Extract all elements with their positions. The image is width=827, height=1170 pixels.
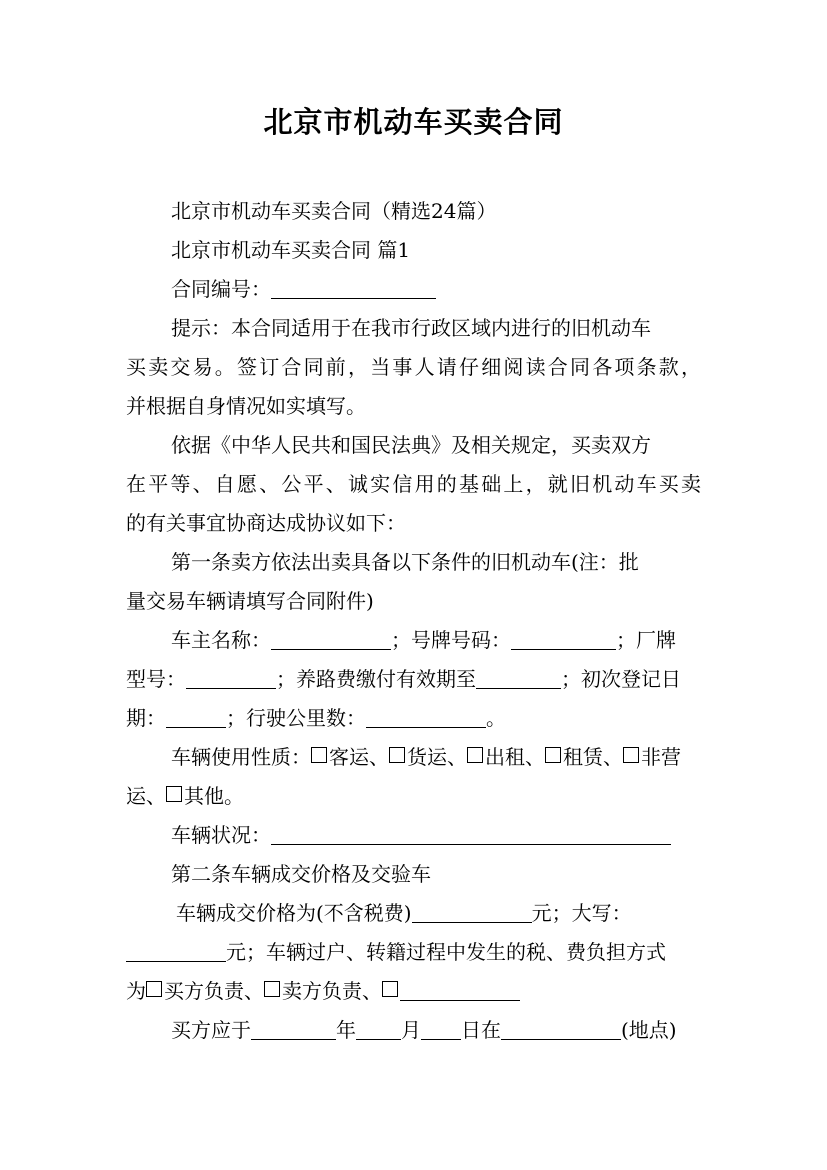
owner-name-blank[interactable] — [271, 629, 391, 650]
price-capital-blank[interactable] — [126, 941, 226, 962]
year-blank[interactable] — [251, 1019, 336, 1040]
road-fee-label: ；养路费缴付有效期至 — [276, 667, 476, 691]
condition-line — [171, 822, 671, 848]
brand-label-a: ；厂牌 — [616, 628, 676, 652]
price-capital-label: 元；大写： — [531, 901, 632, 925]
delivery-line — [171, 1017, 677, 1043]
month-label: 月 — [401, 1018, 421, 1042]
owner-line-3 — [126, 705, 506, 731]
chapter-heading: 北京市机动车买卖合同 篇1 — [171, 238, 411, 262]
basis-line-1: 依据《中华人民共和国民法典》及相关规定，买卖双方 — [171, 433, 651, 457]
usage-option-lease: 租赁、 — [563, 745, 623, 769]
owner-name-label: 车主名称： — [171, 628, 271, 652]
price-blank[interactable] — [412, 902, 532, 923]
month-blank[interactable] — [356, 1019, 401, 1040]
checkbox-lease[interactable] — [545, 747, 561, 763]
mileage-blank[interactable] — [366, 707, 486, 728]
checkbox-seller-pays[interactable] — [264, 981, 280, 997]
price-line-1 — [176, 900, 632, 926]
subtitle: 北京市机动车买卖合同（精选24篇） — [171, 199, 497, 223]
usage-label: 车辆使用性质： — [171, 745, 311, 769]
registration-label-b: 期： — [126, 706, 166, 730]
plate-blank[interactable] — [511, 629, 616, 650]
price-label: 车辆成交价格为(不含税费) — [176, 901, 412, 925]
location-blank[interactable] — [501, 1019, 621, 1040]
basis-line-2: 在平等、自愿、公平、诚实信用的基础上，就旧机动车买卖 — [126, 472, 701, 496]
contract-number-label: 合同编号： — [171, 277, 271, 301]
year-label: 年 — [336, 1018, 356, 1042]
tip-line-2: 买卖交易。签订合同前，当事人请仔细阅读合同各项条款， — [126, 355, 701, 379]
location-label: (地点) — [621, 1018, 677, 1042]
checkbox-freight[interactable] — [389, 747, 405, 763]
contract-number-line — [171, 276, 436, 302]
usage-option-non-commercial: 非营 — [641, 745, 681, 769]
registration-blank[interactable] — [166, 707, 226, 728]
road-fee-blank[interactable] — [476, 668, 561, 689]
usage-option-rental: 出租、 — [485, 745, 545, 769]
day-label: 日在 — [461, 1018, 501, 1042]
usage-line-2 — [126, 783, 244, 809]
plate-label: ；号牌号码： — [391, 628, 511, 652]
price-line-2 — [126, 939, 666, 965]
period: 。 — [486, 706, 506, 730]
checkbox-non-commercial[interactable] — [623, 747, 639, 763]
model-blank[interactable] — [186, 668, 276, 689]
usage-option-other: 其他。 — [184, 784, 244, 808]
delivery-label: 买方应于 — [171, 1018, 251, 1042]
tip-line-3: 并根据自身情况如实填写。 — [126, 394, 366, 418]
tax-prefix: 为 — [126, 979, 146, 1003]
brand-label-b: 型号： — [126, 667, 186, 691]
buyer-pays-label: 买方负责、 — [164, 979, 264, 1003]
usage-option-passenger: 客运、 — [329, 745, 389, 769]
article-1-line-1: 第一条卖方依法出卖具备以下条件的旧机动车(注：批 — [171, 550, 639, 574]
other-payer-blank[interactable] — [400, 980, 520, 1001]
owner-line-1 — [171, 627, 676, 653]
usage-line-1 — [171, 744, 681, 770]
tip-line-1: 提示：本合同适用于在我市行政区域内进行的旧机动车 — [171, 316, 651, 340]
usage-option-freight: 货运、 — [407, 745, 467, 769]
checkbox-other-payer[interactable] — [382, 981, 398, 997]
seller-pays-label: 卖方负责、 — [282, 979, 382, 1003]
basis-line-3: 的有关事宜协商达成协议如下： — [126, 511, 406, 535]
condition-blank[interactable] — [271, 824, 671, 845]
owner-line-2 — [126, 666, 681, 692]
contract-number-blank[interactable] — [271, 278, 436, 299]
document-title: 北京市机动车买卖合同 — [263, 105, 564, 139]
registration-label-a: ；初次登记日 — [561, 667, 681, 691]
checkbox-other[interactable] — [166, 786, 182, 802]
checkbox-buyer-pays[interactable] — [146, 981, 162, 997]
checkbox-rental[interactable] — [467, 747, 483, 763]
condition-label: 车辆状况： — [171, 823, 271, 847]
article-1-line-2: 量交易车辆请填写合同附件) — [126, 589, 374, 613]
price-line-3 — [126, 978, 520, 1004]
tax-text: 元；车辆过户、转籍过程中发生的税、费负担方式 — [226, 940, 666, 964]
checkbox-passenger[interactable] — [311, 747, 327, 763]
article-2-heading: 第二条车辆成交价格及交验车 — [171, 862, 431, 886]
mileage-label: ；行驶公里数： — [226, 706, 366, 730]
day-blank[interactable] — [421, 1019, 461, 1040]
usage-option-non-commercial-b: 运、 — [126, 784, 166, 808]
